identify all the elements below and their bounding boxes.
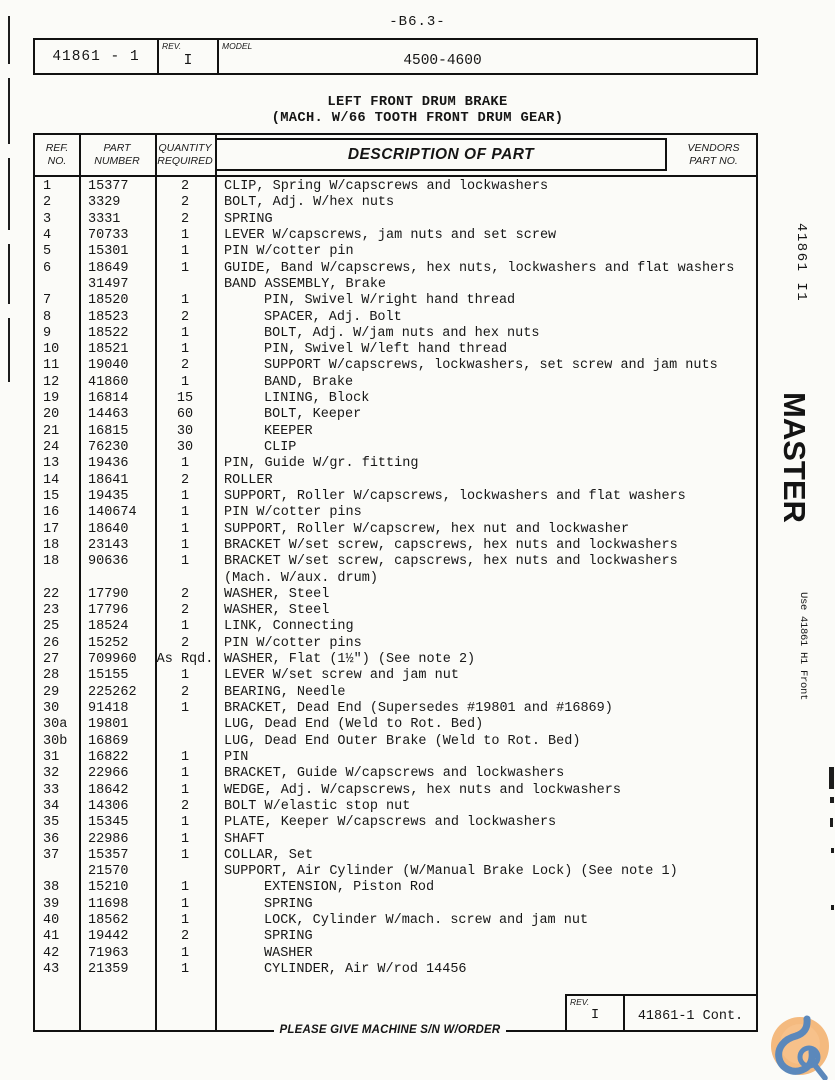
qty-cell: 2	[180, 211, 190, 227]
ref-cell: 4	[43, 227, 52, 243]
desc-cell: LOCK, Cylinder W/mach. screw and jam nut	[264, 913, 589, 929]
ref-cell: 27	[43, 652, 60, 668]
qty-cell: 1	[180, 488, 190, 504]
part-cell: 15301	[88, 244, 129, 260]
qty-cell: 2	[180, 586, 190, 602]
ref-cell: 19	[43, 391, 60, 407]
desc-cell: LINING, Block	[264, 391, 370, 407]
revision-label: REV.	[162, 41, 182, 51]
part-cell: 16815	[88, 423, 129, 439]
table-row	[35, 261, 756, 277]
qty-cell: 1	[180, 521, 190, 537]
desc-cell: BAND, Brake	[264, 374, 354, 390]
desc-cell: WASHER	[264, 945, 313, 961]
ref-cell: 18	[43, 537, 60, 553]
desc-cell: BOLT, Keeper	[264, 407, 362, 423]
part-cell: 15252	[88, 635, 129, 651]
part-cell: 19040	[88, 358, 129, 374]
ref-cell: 31	[43, 749, 60, 765]
ref-cell: 28	[43, 668, 60, 684]
qty-cell: 2	[180, 179, 190, 194]
ref-cell: 16	[43, 505, 60, 521]
header-description: DESCRIPTION OF PART	[215, 138, 667, 171]
part-cell: 18641	[88, 472, 129, 488]
ref-cell: 41	[43, 929, 60, 945]
desc-cell: (Mach. W/aux. drum)	[224, 570, 378, 586]
ref-cell: 22	[43, 586, 60, 602]
desc-cell: BRACKET W/set screw, capscrews, hex nuts and lockwashers	[224, 537, 678, 553]
ref-cell: 25	[43, 619, 60, 635]
part-cell: 22986	[88, 831, 129, 847]
qty-cell: 15	[176, 391, 194, 407]
qty-cell: 1	[180, 896, 190, 912]
ref-cell: 8	[43, 309, 52, 325]
qty-cell: 1	[180, 668, 190, 684]
qty-cell: 1	[180, 260, 190, 276]
ref-cell: 10	[43, 342, 60, 358]
ref-cell: 33	[43, 782, 60, 798]
qty-cell: 1	[180, 782, 190, 798]
qty-cell: 2	[180, 929, 190, 945]
table-row	[35, 864, 756, 880]
qty-cell: As Rqd.	[156, 652, 214, 668]
table-row	[35, 326, 756, 342]
part-cell: 11698	[88, 896, 129, 912]
desc-cell: PLATE, Keeper W/capscrews and lockwashers	[224, 815, 557, 831]
desc-cell: PIN, Guide W/gr. fitting	[224, 456, 419, 472]
table-row	[35, 505, 756, 521]
footer-rev-value: I	[590, 1008, 600, 1023]
ref-cell: 23	[43, 603, 60, 619]
part-cell: 21359	[88, 962, 129, 977]
page-subtitle: (MACH. W/66 TOOTH FRONT DRUM GEAR)	[271, 111, 564, 126]
part-cell: 15210	[88, 880, 129, 896]
part-cell: 17790	[88, 586, 129, 602]
ref-cell: 12	[43, 374, 60, 390]
qty-cell: 1	[180, 554, 190, 570]
qty-cell: 1	[180, 962, 190, 977]
header-part-number: PART NUMBER	[94, 142, 140, 167]
table-row	[35, 701, 756, 717]
desc-cell: CLIP, Spring W/capscrews and lockwashers	[224, 179, 549, 194]
ref-cell: 7	[43, 293, 52, 309]
table-row	[35, 668, 756, 684]
qty-cell: 2	[180, 309, 190, 325]
ref-cell: 34	[43, 798, 60, 814]
ref-cell: 38	[43, 880, 60, 896]
table-row	[35, 342, 756, 358]
table-row	[35, 440, 756, 456]
qty-cell	[155, 571, 215, 587]
desc-cell: WASHER, Flat (1½") (See note 2)	[224, 652, 476, 668]
part-cell: 41860	[88, 374, 129, 390]
qty-cell: 1	[180, 374, 190, 390]
desc-cell: SUPPORT W/capscrews, lockwashers, set screw and jam nuts	[264, 358, 718, 374]
part-cell: 14306	[88, 798, 129, 814]
qty-cell: 1	[180, 913, 190, 929]
qty-cell	[155, 864, 215, 880]
part-cell: 15155	[88, 668, 129, 684]
desc-cell: PIN W/cotter pins	[224, 505, 362, 521]
part-cell: 18562	[88, 913, 129, 929]
desc-cell: BRACKET, Dead End (Supersedes #19801 and #16869)	[224, 701, 613, 716]
part-cell: 15377	[88, 179, 129, 194]
table-row	[35, 799, 756, 815]
qty-cell: 1	[180, 537, 190, 553]
table-row	[35, 456, 756, 472]
table-row	[35, 946, 756, 962]
qty-cell: 30	[176, 440, 194, 455]
part-cell: 15345	[88, 815, 129, 831]
part-cell: 17796	[88, 603, 129, 619]
parts-rows	[35, 179, 756, 978]
ref-cell: 42	[43, 945, 60, 961]
revision-value: I	[183, 53, 193, 69]
part-cell: 19435	[88, 488, 129, 504]
ref-cell: 29	[43, 684, 60, 700]
ref-cell	[35, 571, 79, 587]
table-row	[35, 277, 756, 293]
part-cell: 18642	[88, 782, 129, 798]
qty-cell: 1	[180, 815, 190, 831]
part-cell: 18524	[88, 619, 129, 635]
header-vendors-part-no: VENDORS PART NO.	[687, 142, 740, 167]
qty-cell: 2	[180, 472, 190, 488]
part-cell: 19442	[88, 929, 129, 945]
part-cell: 70733	[88, 227, 129, 243]
table-row	[35, 473, 756, 489]
part-cell: 225262	[88, 684, 137, 700]
desc-cell: ROLLER	[224, 472, 273, 488]
desc-cell: SUPPORT, Roller W/capscrews, lockwashers and flat washers	[224, 488, 686, 504]
ref-cell: 11	[43, 358, 60, 374]
qty-cell	[155, 717, 215, 733]
ref-cell: 30b	[43, 733, 68, 749]
desc-cell: PIN, Swivel W/right hand thread	[264, 293, 516, 309]
desc-cell: SUPPORT, Air Cylinder (W/Manual Brake Lock) (See note 1)	[224, 864, 678, 880]
part-cell: 90636	[88, 554, 129, 570]
ref-cell: 36	[43, 831, 60, 847]
desc-cell: CLIP	[264, 440, 297, 455]
desc-cell: SPRING	[224, 211, 273, 227]
table-row	[35, 652, 756, 668]
ref-cell: 21	[43, 423, 60, 439]
qty-cell: 1	[180, 342, 190, 358]
qty-cell: 1	[180, 619, 190, 635]
desc-cell: KEEPER	[264, 423, 313, 439]
model-cell	[219, 40, 756, 73]
document-number-box	[33, 38, 758, 75]
table-row	[35, 293, 756, 309]
desc-cell: WASHER, Steel	[224, 603, 330, 619]
part-cell: 14463	[88, 407, 129, 423]
qty-cell: 2	[180, 635, 190, 651]
qty-cell: 1	[180, 880, 190, 896]
part-cell: 18521	[88, 342, 129, 358]
desc-cell: BAND ASSEMBLY, Brake	[224, 276, 387, 292]
table-row	[35, 766, 756, 782]
desc-cell: PIN W/cotter pins	[224, 635, 362, 651]
part-cell: 18523	[88, 309, 129, 325]
desc-cell: PIN	[224, 749, 249, 765]
ref-cell: 6	[43, 260, 52, 276]
ref-cell: 13	[43, 456, 60, 472]
header-quantity-required: QUANTITY REQUIRED	[157, 142, 213, 167]
part-cell	[79, 571, 155, 587]
table-row	[35, 179, 756, 195]
table-row	[35, 407, 756, 423]
desc-cell: PIN, Swivel W/left hand thread	[264, 342, 508, 358]
desc-cell: SPACER, Adj. Bolt	[264, 309, 402, 325]
table-row	[35, 913, 756, 929]
qty-cell: 1	[180, 847, 190, 863]
table-row	[35, 636, 756, 652]
ref-cell: 5	[43, 244, 52, 260]
table-row	[35, 424, 756, 440]
desc-cell: SHAFT	[224, 831, 265, 847]
desc-cell: BEARING, Needle	[224, 684, 346, 700]
table-row	[35, 391, 756, 407]
revision-cell	[159, 40, 219, 73]
table-row	[35, 228, 756, 244]
desc-cell: CYLINDER, Air W/rod 14456	[264, 962, 467, 977]
table-row	[35, 358, 756, 374]
table-row	[35, 734, 756, 750]
qty-cell: 2	[180, 358, 190, 374]
desc-cell: SPRING	[264, 896, 313, 912]
master-stamp: MASTER	[777, 392, 812, 523]
table-row	[35, 195, 756, 211]
part-cell: 71963	[88, 945, 129, 961]
desc-cell: LUG, Dead End (Weld to Rot. Bed)	[224, 717, 484, 733]
table-row	[35, 571, 756, 587]
ref-cell: 30	[43, 701, 60, 716]
margin-sheet-code: 41861 I1	[793, 223, 809, 303]
qty-cell	[155, 734, 215, 750]
desc-cell: BOLT, Adj. W/hex nuts	[224, 195, 395, 211]
qty-cell: 1	[180, 766, 190, 782]
qty-cell: 2	[180, 603, 190, 619]
desc-cell: COLLAR, Set	[224, 847, 314, 863]
ref-cell: 30a	[43, 717, 68, 733]
ref-cell: 32	[43, 766, 60, 782]
page-number: -B6.3-	[389, 14, 446, 30]
ref-cell: 18	[43, 554, 60, 570]
part-cell: 18640	[88, 521, 129, 537]
part-cell: 140674	[88, 505, 137, 521]
qty-cell: 2	[180, 684, 190, 700]
desc-cell: LEVER W/capscrews, jam nuts and set screw	[224, 227, 557, 243]
desc-cell: LINK, Connecting	[224, 619, 354, 635]
ref-cell: 1	[43, 179, 52, 194]
ref-cell: 9	[43, 325, 52, 341]
part-cell: 31497	[88, 276, 129, 292]
model-value: 4500-4600	[403, 53, 482, 69]
part-cell: 16869	[88, 733, 129, 749]
ref-cell: 39	[43, 896, 60, 912]
ref-cell	[35, 277, 79, 293]
serial-note: PLEASE GIVE MACHINE S/N W/ORDER	[0, 1024, 780, 1036]
model-label: MODEL	[222, 41, 253, 51]
part-cell: 19801	[88, 717, 129, 733]
desc-cell: SPRING	[264, 929, 313, 945]
ref-cell: 3	[43, 211, 52, 227]
table-row	[35, 244, 756, 260]
desc-cell: BOLT, Adj. W/jam nuts and hex nuts	[264, 325, 540, 341]
part-cell: 23143	[88, 537, 129, 553]
desc-cell: WEDGE, Adj. W/capscrews, hex nuts and lockwashers	[224, 782, 621, 798]
table-row	[35, 603, 756, 619]
table-row	[35, 929, 756, 945]
qty-cell: 1	[180, 701, 190, 716]
table-row	[35, 489, 756, 505]
table-row	[35, 685, 756, 701]
table-row	[35, 962, 756, 978]
ref-cell: 40	[43, 913, 60, 929]
part-cell: 3329	[88, 195, 121, 211]
desc-cell: GUIDE, Band W/capscrews, hex nuts, lockwashers and flat washers	[224, 260, 735, 276]
qty-cell: 1	[180, 456, 190, 472]
qty-cell: 1	[180, 831, 190, 847]
ref-cell: 20	[43, 407, 60, 423]
table-row	[35, 619, 756, 635]
qty-cell: 1	[180, 244, 190, 260]
table-row	[35, 880, 756, 896]
part-cell: 19436	[88, 456, 129, 472]
ref-cell: 37	[43, 847, 60, 863]
desc-cell: PIN W/cotter pin	[224, 244, 354, 260]
part-cell: 21570	[88, 864, 129, 880]
qty-cell: 1	[180, 325, 190, 341]
qty-cell: 30	[176, 423, 194, 439]
ref-cell	[35, 864, 79, 880]
document-number: 41861 - 1	[35, 40, 159, 73]
part-cell: 16814	[88, 391, 129, 407]
table-row	[35, 522, 756, 538]
desc-cell: BRACKET, Guide W/capscrews and lockwashers	[224, 766, 565, 782]
part-cell: 3331	[88, 211, 121, 227]
table-row	[35, 310, 756, 326]
part-cell: 18522	[88, 325, 129, 341]
qty-cell: 2	[180, 195, 190, 211]
header-ref-no: REF. NO.	[45, 142, 69, 167]
desc-cell: SUPPORT, Roller W/capscrew, hex nut and lockwasher	[224, 521, 630, 537]
part-cell: 16822	[88, 749, 129, 765]
page-title: LEFT FRONT DRUM BRAKE	[327, 95, 508, 110]
part-cell: 91418	[88, 701, 129, 716]
qty-cell: 1	[180, 227, 190, 243]
ref-cell: 43	[43, 962, 60, 977]
qty-cell: 2	[180, 798, 190, 814]
table-row	[35, 587, 756, 603]
table-row	[35, 375, 756, 391]
margin-use-note: Use 41861 H1 Front	[797, 592, 809, 701]
qty-cell: 1	[180, 293, 190, 309]
table-row	[35, 538, 756, 554]
part-cell: 76230	[88, 440, 129, 455]
table-row	[35, 815, 756, 831]
qty-cell: 1	[180, 749, 190, 765]
part-cell: 15357	[88, 847, 129, 863]
parts-table	[33, 133, 758, 1032]
qty-cell: 60	[176, 407, 194, 423]
qty-cell: 1	[180, 945, 190, 961]
ref-cell: 17	[43, 521, 60, 537]
part-cell: 22966	[88, 766, 129, 782]
ref-cell: 35	[43, 815, 60, 831]
desc-cell: BOLT W/elastic stop nut	[224, 798, 411, 814]
desc-cell: BRACKET W/set screw, capscrews, hex nuts and lockwashers	[224, 554, 678, 570]
ref-cell: 2	[43, 195, 52, 211]
ref-cell: 15	[43, 488, 60, 504]
table-row	[35, 717, 756, 733]
ref-cell: 26	[43, 635, 60, 651]
part-cell: 18520	[88, 293, 129, 309]
qty-cell	[155, 277, 215, 293]
table-row	[35, 848, 756, 864]
desc-cell: EXTENSION, Piston Rod	[264, 880, 435, 896]
desc-cell: LUG, Dead End Outer Brake (Weld to Rot. Bed)	[224, 733, 581, 749]
footer-continuation: 41861-1 Cont.	[637, 1008, 744, 1024]
table-header	[35, 135, 756, 177]
table-row	[35, 212, 756, 228]
part-cell: 709960	[88, 652, 137, 668]
desc-cell: LEVER W/set screw and jam nut	[224, 668, 459, 684]
table-row	[35, 832, 756, 848]
table-row	[35, 554, 756, 570]
desc-cell: WASHER, Steel	[224, 586, 330, 602]
part-cell: 18649	[88, 260, 129, 276]
ref-cell: 14	[43, 472, 60, 488]
qty-cell: 1	[180, 505, 190, 521]
table-row	[35, 897, 756, 913]
table-row	[35, 783, 756, 799]
footer-rev-label: REV.	[570, 997, 590, 1007]
ref-cell: 24	[43, 440, 60, 455]
table-row	[35, 750, 756, 766]
crane-watermark-icon	[758, 1008, 835, 1080]
